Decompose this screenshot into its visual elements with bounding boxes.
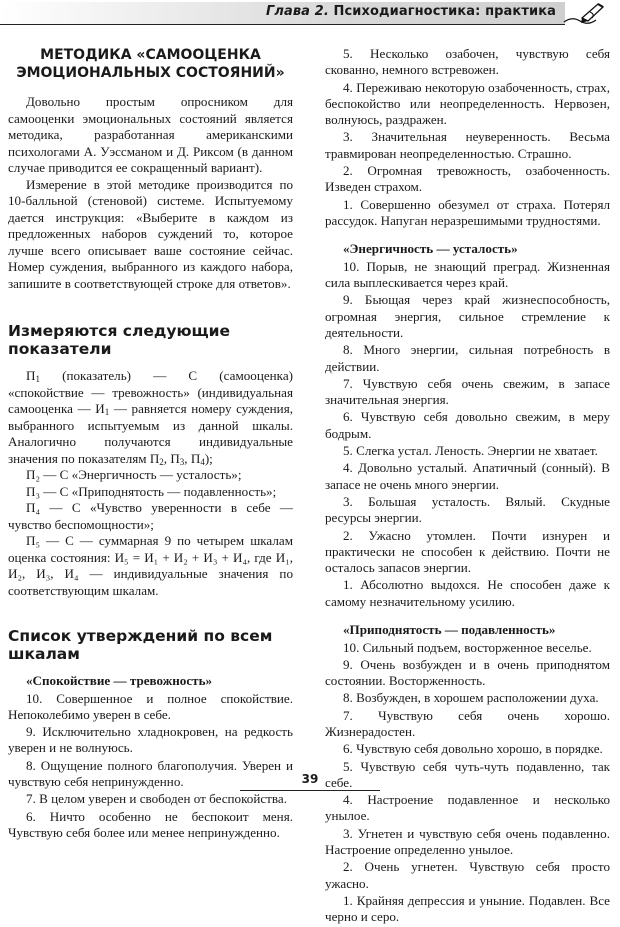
list-item: 4. Довольно усталый. Апатичный (сонный). В запасе не очень много энергии. [325,460,610,492]
indicators-heading-line-1: Измеряются следующие [8,322,231,340]
header-chapter-title: Психодиагностика: практика [333,4,556,19]
method-title-line-1: МЕТОДИКА «САМООЦЕНКА [40,47,261,63]
list-item: 10. Сильный подъем, восторженное веселье. [343,639,592,655]
list-item: 6. Ничто особенно не беспокоит меня. Чувствую себя более или менее непринужденно. [8,808,293,840]
scale2-list [325,259,610,610]
scale1-title: «Спокойствие — тревожность» [26,673,213,688]
list-item: 8. Ощущение полного благополучия. Уверен и чувствую себя непринужденно. [8,757,293,789]
indicator-p3: П₃ — С «Приподнятость — подавленность»; [26,483,277,499]
footer-rule [240,790,380,791]
p1-text-d: , П [163,450,180,466]
indicator-p2: П₂ — С «Энергичность — усталость»; [26,467,242,482]
scale1-continued-list [325,46,610,229]
list-item: 3. Угнетен и чувствую себя очень подавленно. Настроение определенно унылое. [325,825,610,858]
p1-sub-2: 1 [104,407,110,417]
list-item: 2. Огромная тревожность, озабоченность. Изведен страхом. [325,163,610,195]
list-heading-line-2: шкалам [8,645,80,663]
list-item: 2. Ужасно утомлен. Почти изнурен и практически не способен к действию. Почти не осталось запасов энергии. [325,527,610,576]
p1-text-b: (показатель) — С (самооценка) «спокойствие — тревожность» (индивидуальная самооценка — И [8,368,293,416]
scale2-title: «Энергичность — усталость» [343,241,518,257]
list-item: 9. Исключительно хладнокровен, на редкость уверен и не волнуюсь. [8,724,293,756]
indicators-heading [8,322,293,358]
p1-sub-5: 4 [200,456,205,467]
list-item: 8. Возбужден, в хорошем расположении духа. [343,690,599,706]
list-item: 7. Чувствую себя очень хорошо. Жизнерадостен. [325,707,610,739]
list-item: 9. Бьющая через край жизнеспособность, огромная энергия, сильное стремление к деятельности. [325,292,610,340]
running-header [0,0,620,34]
p1-sub-4: 3 [179,456,185,467]
list-item: 1. Крайняя депрессия и уныние. Подавлен. Все черно и серо. [325,892,610,925]
list-item: 4. Переживаю некоторую озабоченность, страх, беспокойство или неопределенность. Нервозен, волнуюсь, раздражен. [325,79,610,128]
header-title [266,4,556,19]
header-chapter: Глава 2. [265,4,329,19]
p1-text-f: ); [204,450,213,466]
list-item: 5. Несколько озабочен, чувствую себя скованно, немного встревожен. [325,46,610,78]
indicators-heading-line-2: показатели [8,340,112,358]
p1-sub-3: 2 [159,456,164,467]
list-item: 1. Совершенно обезумел от страха. Потерял рассудок. Напуган неразрешимыми трудностями. [325,196,610,228]
list-item: 3. Большая усталость. Вялый. Скудные ресурсы энергии. [325,493,610,526]
indicator-p5: П₅ — С — суммарная 9 по четырем шкалам оценка состояния: И₅ = И₁ + И₂ + И₃ + И₄, где И₁, И₂, И₃, И₄ — индивидуальные значения по соответствующим шкалам. [8,533,293,598]
method-title [8,46,293,82]
p1-text-e: , П [184,450,201,466]
list-item: 4. Настроение подавленное и несколько унылое. [325,792,610,824]
intro-paragraph-1: Довольно простым опросником для самооценки эмоциональных состояний является методика, разработанная американскими психологами А. Уэссманом и Д. Риксом (в данном случае приводится ее сокращенный вариант). [8,94,293,175]
method-title-line-2: ЭМОЦИОНАЛЬНЫХ СОСТОЯНИЙ» [16,65,285,81]
list-item: 5. Слегка устал. Леность. Энергии не хватает. [343,443,598,459]
list-item: 1. Абсолютно выдохся. Не способен даже к самому незначительному усилию. [325,577,610,609]
list-heading-line-1: Список утверждений по всем [8,627,273,645]
list-item: 3. Значительная неуверенность. Весьма травмирован неопределенностью. Страшно. [325,129,610,161]
list-heading [8,627,293,663]
right-column [325,46,610,927]
list-item: 7. В целом уверен и свободен от беспокойства. [26,791,287,807]
p1-letter: П [26,368,36,383]
scale3-title: «Приподнятость — подавленность» [343,622,556,637]
list-item: 5. Чувствую себя чуть-чуть подавленно, так себе. [325,758,610,790]
intro-paragraph-2: Измерение в этой методике производится по 10-балльной (стеновой) системе. Испытуемому дается инструкция: «Выберите в каждом из предложенных наборов суждений то, которое лучше всего описывает ваше состояние сейчас. Номер суждения, выбранного из каждого набора, запишите в соответствующей строке для ответов». [8,176,293,291]
writing-hand-icon [562,0,608,28]
indicator-p4: П₄ — С «Чувство уверенности в себе — чувство беспомощности»; [8,500,293,532]
list-item: 6. Чувствую себя довольно хорошо, в порядке. [343,741,603,757]
p1-text-c: — равняется номеру суждения, выбранного испытуемым из данной шкалы. Аналогично получаются индивидуальные значения по показателям П [8,401,293,466]
list-item: 10. Порыв, не знающий преград. Жизненная сила выплескивается через край. [325,258,610,291]
list-item: 10. Совершенное и полное спокойствие. Непоколебимо уверен в себе. [8,690,293,722]
list-item: 2. Очень угнетен. Чувствую себя просто ужасно. [325,859,610,891]
page-number: 39 [301,772,319,786]
left-column [8,38,293,842]
list-item: 9. Очень возбужден и в очень приподнятом состоянии. Восторженность. [325,656,610,689]
list-item: 7. Чувствую себя очень свежим, в запасе значительная энергия. [325,375,610,408]
list-item: 6. Чувствую себя довольно свежим, в меру бодрым. [325,409,610,441]
list-item: 8. Много энергии, сильная потребность в действии. [325,342,610,374]
indicator-p1 [8,368,293,467]
scale1-list [8,691,293,842]
p1-sub: 1 [35,374,40,384]
